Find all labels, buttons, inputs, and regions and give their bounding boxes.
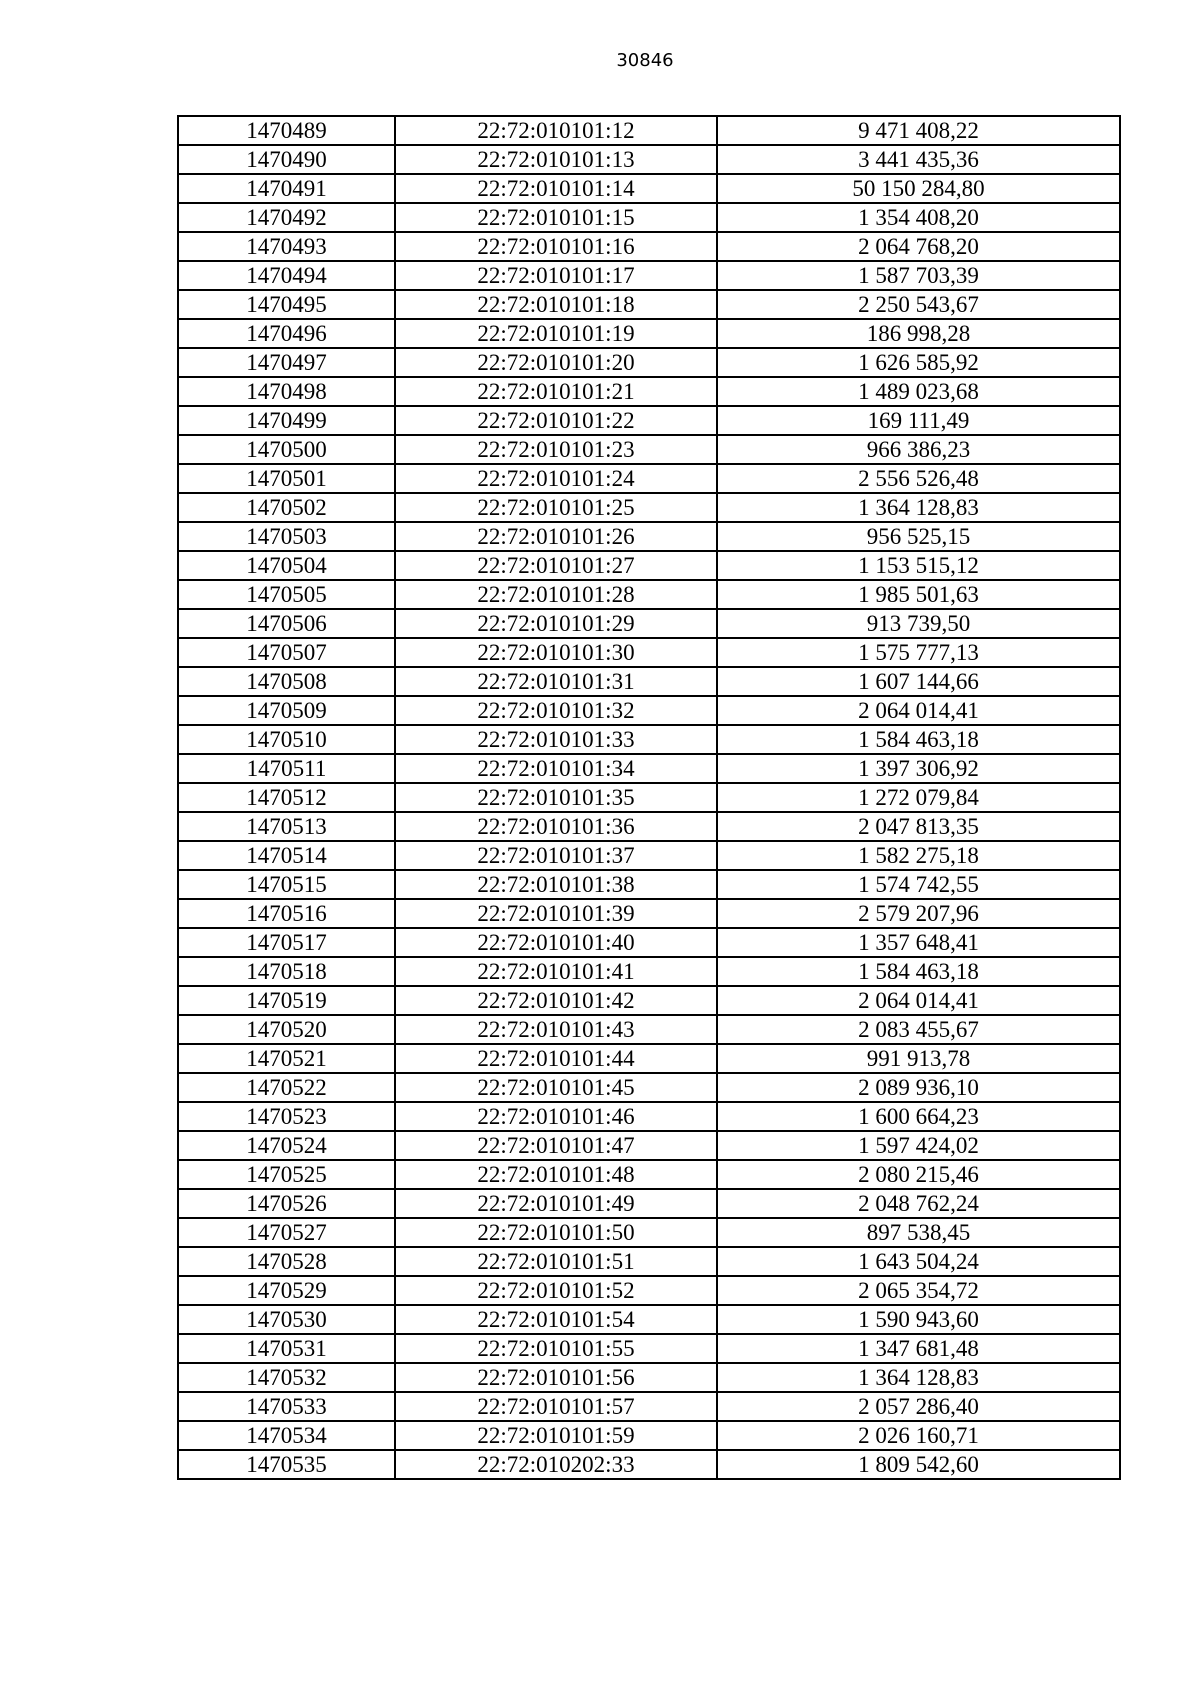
row-id-cell: 1470505 [178,580,395,609]
value-cell: 2 026 160,71 [717,1421,1120,1450]
row-id-cell: 1470521 [178,1044,395,1073]
row-id-cell: 1470509 [178,696,395,725]
value-cell: 1 347 681,48 [717,1334,1120,1363]
value-cell: 1 489 023,68 [717,377,1120,406]
table-row [178,551,1120,580]
cadastral-number-cell: 22:72:010101:24 [395,464,717,493]
value-cell: 1 354 408,20 [717,203,1120,232]
cadastral-number-cell: 22:72:010101:57 [395,1392,717,1421]
cadastral-number-cell: 22:72:010101:37 [395,841,717,870]
row-id-cell: 1470498 [178,377,395,406]
table-row [178,783,1120,812]
table-row [178,696,1120,725]
value-cell: 1 643 504,24 [717,1247,1120,1276]
table-row [178,232,1120,261]
value-cell: 1 587 703,39 [717,261,1120,290]
value-cell: 1 364 128,83 [717,493,1120,522]
value-cell: 169 111,49 [717,406,1120,435]
table-row [178,464,1120,493]
row-id-cell: 1470525 [178,1160,395,1189]
value-cell: 1 626 585,92 [717,348,1120,377]
table-row [178,841,1120,870]
table-body [178,116,1120,1479]
row-id-cell: 1470489 [178,116,395,145]
row-id-cell: 1470508 [178,667,395,696]
row-id-cell: 1470512 [178,783,395,812]
value-cell: 2 064 014,41 [717,986,1120,1015]
value-cell: 1 574 742,55 [717,870,1120,899]
table-row [178,580,1120,609]
cadastral-number-cell: 22:72:010101:22 [395,406,717,435]
table-row [178,1247,1120,1276]
cadastral-number-cell: 22:72:010101:50 [395,1218,717,1247]
cadastral-table [177,115,1121,1480]
cadastral-number-cell: 22:72:010101:51 [395,1247,717,1276]
cadastral-number-cell: 22:72:010101:15 [395,203,717,232]
row-id-cell: 1470522 [178,1073,395,1102]
value-cell: 3 441 435,36 [717,145,1120,174]
cadastral-number-cell: 22:72:010101:35 [395,783,717,812]
value-cell: 1 584 463,18 [717,725,1120,754]
value-cell: 2 064 014,41 [717,696,1120,725]
cadastral-number-cell: 22:72:010101:42 [395,986,717,1015]
table-row [178,493,1120,522]
table-row [178,1450,1120,1479]
value-cell: 1 597 424,02 [717,1131,1120,1160]
table-row [178,1305,1120,1334]
cadastral-number-cell: 22:72:010101:30 [395,638,717,667]
value-cell: 1 607 144,66 [717,667,1120,696]
value-cell: 2 579 207,96 [717,899,1120,928]
table-row [178,1421,1120,1450]
table-row [178,1102,1120,1131]
cadastral-number-cell: 22:72:010101:54 [395,1305,717,1334]
table-row [178,435,1120,464]
cadastral-number-cell: 22:72:010101:40 [395,928,717,957]
table-row [178,174,1120,203]
row-id-cell: 1470515 [178,870,395,899]
row-id-cell: 1470526 [178,1189,395,1218]
cadastral-number-cell: 22:72:010101:18 [395,290,717,319]
row-id-cell: 1470493 [178,232,395,261]
cadastral-number-cell: 22:72:010101:56 [395,1363,717,1392]
cadastral-number-cell: 22:72:010101:43 [395,1015,717,1044]
row-id-cell: 1470494 [178,261,395,290]
value-cell: 956 525,15 [717,522,1120,551]
row-id-cell: 1470534 [178,1421,395,1450]
cadastral-number-cell: 22:72:010101:23 [395,435,717,464]
row-id-cell: 1470504 [178,551,395,580]
table-row [178,1218,1120,1247]
cadastral-number-cell: 22:72:010101:19 [395,319,717,348]
cadastral-number-cell: 22:72:010101:16 [395,232,717,261]
table-row [178,957,1120,986]
value-cell: 2 556 526,48 [717,464,1120,493]
row-id-cell: 1470517 [178,928,395,957]
cadastral-number-cell: 22:72:010101:47 [395,1131,717,1160]
table-row [178,1015,1120,1044]
cadastral-number-cell: 22:72:010101:13 [395,145,717,174]
cadastral-number-cell: 22:72:010101:25 [395,493,717,522]
table-row [178,609,1120,638]
value-cell: 1 582 275,18 [717,841,1120,870]
table-row [178,377,1120,406]
value-cell: 1 272 079,84 [717,783,1120,812]
row-id-cell: 1470535 [178,1450,395,1479]
cadastral-number-cell: 22:72:010101:46 [395,1102,717,1131]
table-row [178,261,1120,290]
row-id-cell: 1470531 [178,1334,395,1363]
value-cell: 2 057 286,40 [717,1392,1120,1421]
table-row [178,1073,1120,1102]
table-row [178,638,1120,667]
cadastral-number-cell: 22:72:010101:44 [395,1044,717,1073]
cadastral-number-cell: 22:72:010101:59 [395,1421,717,1450]
row-id-cell: 1470528 [178,1247,395,1276]
cadastral-number-cell: 22:72:010101:26 [395,522,717,551]
cadastral-number-cell: 22:72:010101:32 [395,696,717,725]
table-row [178,290,1120,319]
row-id-cell: 1470510 [178,725,395,754]
row-id-cell: 1470529 [178,1276,395,1305]
table-row [178,1392,1120,1421]
table-row [178,1160,1120,1189]
value-cell: 1 364 128,83 [717,1363,1120,1392]
table-row [178,899,1120,928]
row-id-cell: 1470492 [178,203,395,232]
row-id-cell: 1470497 [178,348,395,377]
value-cell: 913 739,50 [717,609,1120,638]
row-id-cell: 1470523 [178,1102,395,1131]
value-cell: 1 397 306,92 [717,754,1120,783]
row-id-cell: 1470524 [178,1131,395,1160]
row-id-cell: 1470496 [178,319,395,348]
table-row [178,203,1120,232]
value-cell: 2 048 762,24 [717,1189,1120,1218]
cadastral-number-cell: 22:72:010202:33 [395,1450,717,1479]
table-row [178,928,1120,957]
row-id-cell: 1470491 [178,174,395,203]
row-id-cell: 1470511 [178,754,395,783]
value-cell: 1 809 542,60 [717,1450,1120,1479]
value-cell: 897 538,45 [717,1218,1120,1247]
row-id-cell: 1470503 [178,522,395,551]
row-id-cell: 1470518 [178,957,395,986]
table-row [178,754,1120,783]
row-id-cell: 1470495 [178,290,395,319]
cadastral-number-cell: 22:72:010101:33 [395,725,717,754]
row-id-cell: 1470514 [178,841,395,870]
value-cell: 991 913,78 [717,1044,1120,1073]
value-cell: 966 386,23 [717,435,1120,464]
table-row [178,406,1120,435]
cadastral-number-cell: 22:72:010101:52 [395,1276,717,1305]
value-cell: 1 357 648,41 [717,928,1120,957]
row-id-cell: 1470516 [178,899,395,928]
cadastral-number-cell: 22:72:010101:21 [395,377,717,406]
row-id-cell: 1470519 [178,986,395,1015]
cadastral-number-cell: 22:72:010101:38 [395,870,717,899]
table-row [178,522,1120,551]
cadastral-number-cell: 22:72:010101:49 [395,1189,717,1218]
table-row [178,1334,1120,1363]
table-row [178,145,1120,174]
cadastral-number-cell: 22:72:010101:34 [395,754,717,783]
value-cell: 1 575 777,13 [717,638,1120,667]
value-cell: 2 250 543,67 [717,290,1120,319]
cadastral-number-cell: 22:72:010101:31 [395,667,717,696]
value-cell: 1 153 515,12 [717,551,1120,580]
row-id-cell: 1470527 [178,1218,395,1247]
row-id-cell: 1470499 [178,406,395,435]
cadastral-number-cell: 22:72:010101:12 [395,116,717,145]
value-cell: 1 590 943,60 [717,1305,1120,1334]
cadastral-number-cell: 22:72:010101:28 [395,580,717,609]
value-cell: 1 584 463,18 [717,957,1120,986]
row-id-cell: 1470500 [178,435,395,464]
value-cell: 2 065 354,72 [717,1276,1120,1305]
cadastral-number-cell: 22:72:010101:36 [395,812,717,841]
cadastral-number-cell: 22:72:010101:14 [395,174,717,203]
value-cell: 2 083 455,67 [717,1015,1120,1044]
value-cell: 2 064 768,20 [717,232,1120,261]
row-id-cell: 1470507 [178,638,395,667]
value-cell: 2 080 215,46 [717,1160,1120,1189]
cadastral-number-cell: 22:72:010101:17 [395,261,717,290]
row-id-cell: 1470501 [178,464,395,493]
row-id-cell: 1470502 [178,493,395,522]
value-cell: 50 150 284,80 [717,174,1120,203]
row-id-cell: 1470490 [178,145,395,174]
row-id-cell: 1470532 [178,1363,395,1392]
table-row [178,116,1120,145]
row-id-cell: 1470530 [178,1305,395,1334]
table-row [178,986,1120,1015]
table-row [178,1044,1120,1073]
table-row [178,348,1120,377]
cadastral-number-cell: 22:72:010101:48 [395,1160,717,1189]
row-id-cell: 1470533 [178,1392,395,1421]
table-row [178,812,1120,841]
value-cell: 2 047 813,35 [717,812,1120,841]
table-row [178,725,1120,754]
table-row [178,870,1120,899]
value-cell: 1 985 501,63 [717,580,1120,609]
value-cell: 9 471 408,22 [717,116,1120,145]
cadastral-number-cell: 22:72:010101:55 [395,1334,717,1363]
row-id-cell: 1470506 [178,609,395,638]
table-row [178,1276,1120,1305]
table-row [178,1189,1120,1218]
table-row [178,667,1120,696]
table-row [178,1363,1120,1392]
table-row [178,1131,1120,1160]
value-cell: 2 089 936,10 [717,1073,1120,1102]
cadastral-number-cell: 22:72:010101:27 [395,551,717,580]
cadastral-number-cell: 22:72:010101:39 [395,899,717,928]
row-id-cell: 1470520 [178,1015,395,1044]
value-cell: 186 998,28 [717,319,1120,348]
row-id-cell: 1470513 [178,812,395,841]
table-row [178,319,1120,348]
page-number: 30846 [616,50,674,71]
cadastral-number-cell: 22:72:010101:45 [395,1073,717,1102]
cadastral-number-cell: 22:72:010101:20 [395,348,717,377]
cadastral-number-cell: 22:72:010101:29 [395,609,717,638]
cadastral-number-cell: 22:72:010101:41 [395,957,717,986]
value-cell: 1 600 664,23 [717,1102,1120,1131]
